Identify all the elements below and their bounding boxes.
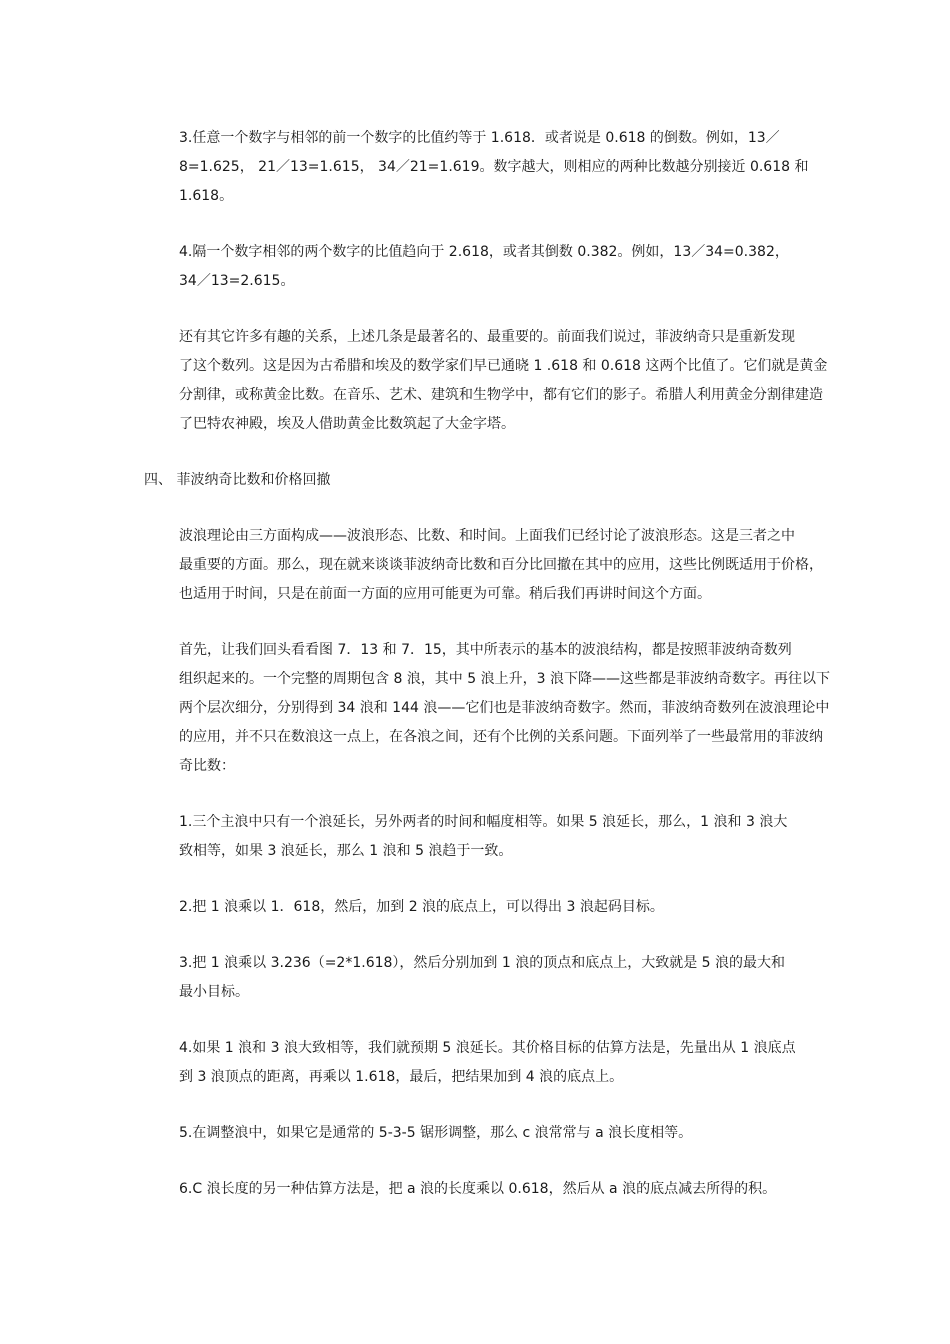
text-line: 1.三个主浪中只有一个浪延长，另外两者的时间和幅度相等。如果 5 浪延长，那么，1 浪和 3 浪大	[179, 814, 788, 830]
text-line: 1.618。	[179, 188, 234, 204]
text-line: 奇比数：	[179, 758, 235, 774]
list-item-6	[144, 1175, 810, 1204]
document-page	[144, 124, 830, 1231]
text-line: 还有其它许多有趣的关系，上述几条是最著名的、最重要的。前面我们说过，菲波纳奇只是重新发现	[179, 329, 795, 345]
text-line: 2.把 1 浪乘以 1．618，然后，加到 2 浪的底点上，可以得出 3 浪起码目标。	[179, 899, 664, 915]
paragraph-ratio-adjacent	[144, 124, 810, 211]
paragraph-ratio-alternate	[144, 238, 810, 296]
paragraph-wave-theory	[144, 522, 823, 609]
text-line: 最重要的方面。那么，现在就来谈谈菲波纳奇比数和百分比回撤在其中的应用，这些比例既适用于价格，	[179, 557, 823, 573]
text-line: 两个层次细分，分别得到 34 浪和 144 浪——它们也是菲波纳奇数字。然而，菲波纳奇数列在波浪理论中	[179, 700, 830, 716]
text-line: 致相等，如果 3 浪延长，那么 1 浪和 5 浪趋于一致。	[179, 843, 513, 859]
text-line: 3.把 1 浪乘以 3.236（=2*1.618），然后分别加到 1 浪的顶点和底点上，大致就是 5 浪的最大和	[179, 955, 786, 971]
text-line: 波浪理论由三方面构成——波浪形态、比数、和时间。上面我们已经讨论了波浪形态。这是三者之中	[179, 528, 795, 544]
paragraph-wave-structure	[144, 636, 830, 781]
text-line: 分割律，或称黄金比数。在音乐、艺术、建筑和生物学中，都有它们的影子。希腊人利用黄金分割律建造	[179, 387, 823, 403]
text-line: 组织起来的。一个完整的周期包含 8 浪，其中 5 浪上升，3 浪下降——这些都是菲波纳奇数字。再往以下	[179, 671, 830, 687]
text-line: 到 3 浪顶点的距离，再乘以 1.618，最后，把结果加到 4 浪的底点上。	[179, 1069, 624, 1085]
text-line: 也适用于时间，只是在前面一方面的应用可能更为可靠。稍后我们再讲时间这个方面。	[179, 586, 711, 602]
list-item-3	[144, 949, 810, 1007]
text-line: 4.如果 1 浪和 3 浪大致相等，我们就预期 5 浪延长。其价格目标的估算方法是，先量出从 1 浪底点	[179, 1040, 796, 1056]
section-heading	[144, 466, 810, 495]
text-line: 首先，让我们回头看看图 7．13 和 7．15，其中所表示的基本的波浪结构，都是按照菲波纳奇数列	[179, 642, 792, 658]
heading-text: 四、 菲波纳奇比数和价格回撤	[144, 472, 331, 488]
text-line: 了巴特农神殿，埃及人借助黄金比数筑起了大金字塔。	[179, 416, 515, 432]
list-item-2	[144, 893, 810, 922]
list-item-5	[144, 1119, 810, 1148]
text-line: 的应用，并不只在数浪这一点上，在各浪之间，还有个比例的关系问题。下面列举了一些最常用的菲波纳	[179, 729, 823, 745]
text-line: 8=1.625， 21／13=1.615， 34／21=1.619。数字越大，则相应的两种比数越分别接近 0.618 和	[179, 159, 809, 175]
text-line: 34／13=2.615。	[179, 273, 295, 289]
paragraph-golden-ratio	[144, 323, 828, 439]
text-line: 5.在调整浪中，如果它是通常的 5-3-5 锯形调整，那么 c 浪常常与 a 浪长度相等。	[179, 1125, 693, 1141]
text-line: 4.隔一个数字相邻的两个数字的比值趋向于 2.618，或者其倒数 0.382。例如，13／34=0.382，	[179, 244, 789, 260]
text-line: 6.C 浪长度的另一种估算方法是，把 a 浪的长度乘以 0.618，然后从 a 浪的底点减去所得的积。	[179, 1181, 777, 1197]
list-item-1	[144, 808, 810, 866]
text-line: 最小目标。	[179, 984, 249, 1000]
text-line: 3.任意一个数字与相邻的前一个数字的比值约等于 1.618．或者说是 0.618 的倒数。例如，13／	[179, 130, 780, 146]
list-item-4	[144, 1034, 810, 1092]
text-line: 了这个数列。这是因为古希腊和埃及的数学家们早已通晓 1 .618 和 0.618 这两个比值了。它们就是黄金	[179, 358, 828, 374]
